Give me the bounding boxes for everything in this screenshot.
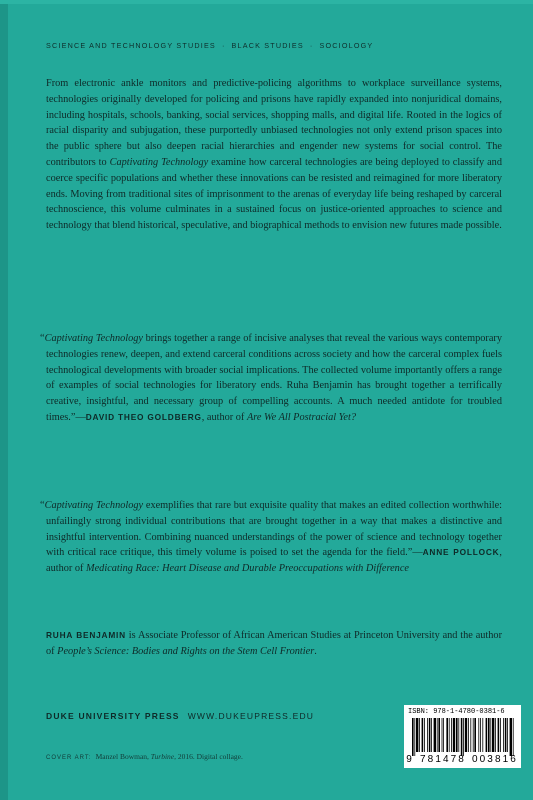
barcode-bar [431, 718, 432, 752]
barcode-bar [513, 718, 514, 756]
barcode-bar [465, 718, 467, 752]
blurb-author-book: Medicating Race: Heart Disease and Durable Preoccupations with Difference [86, 563, 409, 575]
barcode-bar [437, 718, 438, 752]
blurb-goldberg: “Captivating Technology brings together a range of incisive analyses that reveal the various ways contemporary technologies renew, deepen, and extend carceral conditions across society and how the carceral complex fuels technological developments with broader social implications. The collected volume importantly offers a range of examples of social technologies for liberatory ends. Ruha Benjamin has brought together a terrifically creative, insightful, and necessary group of compelling accounts. A much needed antidote for troubled times.”—DAVID THEO GOLDBERG, author of Are We All Postracial Yet? [40, 333, 502, 423]
isbn-label: ISBN: 978-1-4780-0381-6 [408, 708, 505, 716]
barcode-bar [424, 718, 425, 752]
barcode-bar [470, 718, 471, 752]
publisher-name: DUKE UNIVERSITY PRESS [46, 711, 180, 721]
barcode-bars [408, 718, 517, 756]
barcode-bar [478, 718, 479, 752]
barcode-bar [419, 718, 420, 752]
editor-bio: RUHA BENJAMIN is Associate Professor of African American Studies at Princeton University and the author of People’s Science: Bodies and Rights on the Stem Cell Frontier. [46, 630, 503, 657]
book-title-ref: Captivating Technology [109, 156, 209, 168]
barcode-bar [456, 718, 458, 752]
barcode-bar [500, 718, 501, 752]
category-separator: · [309, 41, 314, 50]
barcode-bar [446, 718, 448, 752]
barcode-bar [463, 718, 464, 756]
blurb-author: ANNE POLLOCK [422, 547, 500, 558]
publisher-line [46, 711, 314, 721]
barcode-digit-group: 003816 [471, 754, 518, 765]
barcode-bar [461, 718, 463, 756]
book-title-ref: Captivating Technology [44, 500, 144, 511]
barcode-bar [429, 718, 431, 752]
barcode-bar [427, 718, 428, 752]
subject-categories [46, 41, 373, 50]
category-sts: SCIENCE AND TECHNOLOGY STUDIES [46, 41, 216, 50]
barcode-bar [438, 718, 440, 752]
publisher-website: WWW.DUKEUPRESS.EDU [187, 711, 315, 721]
blurb-pollock: “Captivating Technology exemplifies that rare but exquisite quality that makes an edited collection worthwhile: unfailingly strong individual contributions that are brought together in a way that makes a distinctive and insightful intervention. Combining nuanced understandings of the power of science and technology together with critical race critique, this timely volume is poised to set the agenda for the field.”—ANNE POLLOCK, author of Medicating Race: Heart Disease and Durable Preoccupations with Difference [40, 500, 502, 575]
barcode-bar [414, 718, 415, 756]
barcode-bar [488, 718, 490, 752]
barcode-bar [468, 718, 469, 752]
category-sociology: SOCIOLOGY [319, 41, 374, 50]
barcode-bar [453, 718, 455, 752]
spine-edge [0, 0, 8, 800]
barcode-bar [492, 718, 494, 752]
isbn-barcode [404, 705, 521, 768]
barcode-bar [510, 718, 512, 756]
barcode-bar [412, 718, 414, 756]
barcode-bar [416, 718, 418, 752]
barcode-digits [404, 754, 521, 765]
barcode-bar [507, 718, 508, 752]
barcode-digit-first: 9 [406, 754, 412, 765]
category-black-studies: BLACK STUDIES [231, 41, 304, 50]
artwork-title: Turbine [150, 752, 175, 761]
barcode-bar [473, 718, 474, 752]
barcode-bar [449, 718, 450, 752]
barcode-bar [422, 718, 424, 752]
top-edge [0, 0, 533, 4]
blurb-author: DAVID THEO GOLDBERG [85, 411, 202, 422]
barcode-bar [458, 718, 459, 752]
barcode-bar [490, 718, 491, 752]
editor-name: RUHA BENJAMIN [46, 630, 126, 640]
barcode-bar [482, 718, 483, 752]
barcode-bar [505, 718, 507, 752]
barcode-digit-group: 781478 [420, 754, 466, 765]
barcode-bar [486, 718, 488, 752]
category-separator: · [221, 41, 226, 50]
editor-book: People’s Science: Bodies and Rights on the Stem Cell Frontier [57, 645, 315, 657]
barcode-bar [451, 718, 452, 752]
barcode-bar [495, 718, 496, 752]
barcode-bar [498, 718, 500, 752]
book-description: From electronic ankle monitors and predictive-policing algorithms to workplace surveillance systems, technologies originally developed for policing and prisons have rapidly expanded into nonjuridical domains, including hospitals, schools, banking, social services, shopping malls, and digital life. Rooted in the logics of racial disparity and subjugation, these purportedly unbiased technologies not only extend prison spaces into the public sphere but also deepen racial hierarchies and engender new systems for social control. The contributors to Captivating Technology examine how carceral technologies are being deployed to classify and coerce specific populations and whether these innovations can be resisted and reimagined for more liberatory ends. Moving from traditional sites of imprisonment to the arenas of everyday life being reshaped by carceral technoscience, this volume culminates in a sustained focus on justice-oriented approaches to science and technology that blend historical, speculative, and biographical methods to envision new futures made possible. [46, 78, 502, 232]
barcode-bar [443, 718, 444, 752]
book-title-ref: Captivating Technology [44, 333, 143, 344]
blurb-author-book: Are We All Postracial Yet? [246, 411, 357, 423]
barcode-bar [434, 718, 436, 752]
cover-art-credit: COVER ART: Manzel Bowman, Turbine, 2016. Digital collage. [46, 752, 243, 761]
cover-art-label: COVER ART: [46, 755, 92, 761]
barcode-bar [480, 718, 481, 752]
barcode-bar [503, 718, 504, 752]
barcode-bar [442, 718, 443, 752]
barcode-bar [474, 718, 476, 752]
